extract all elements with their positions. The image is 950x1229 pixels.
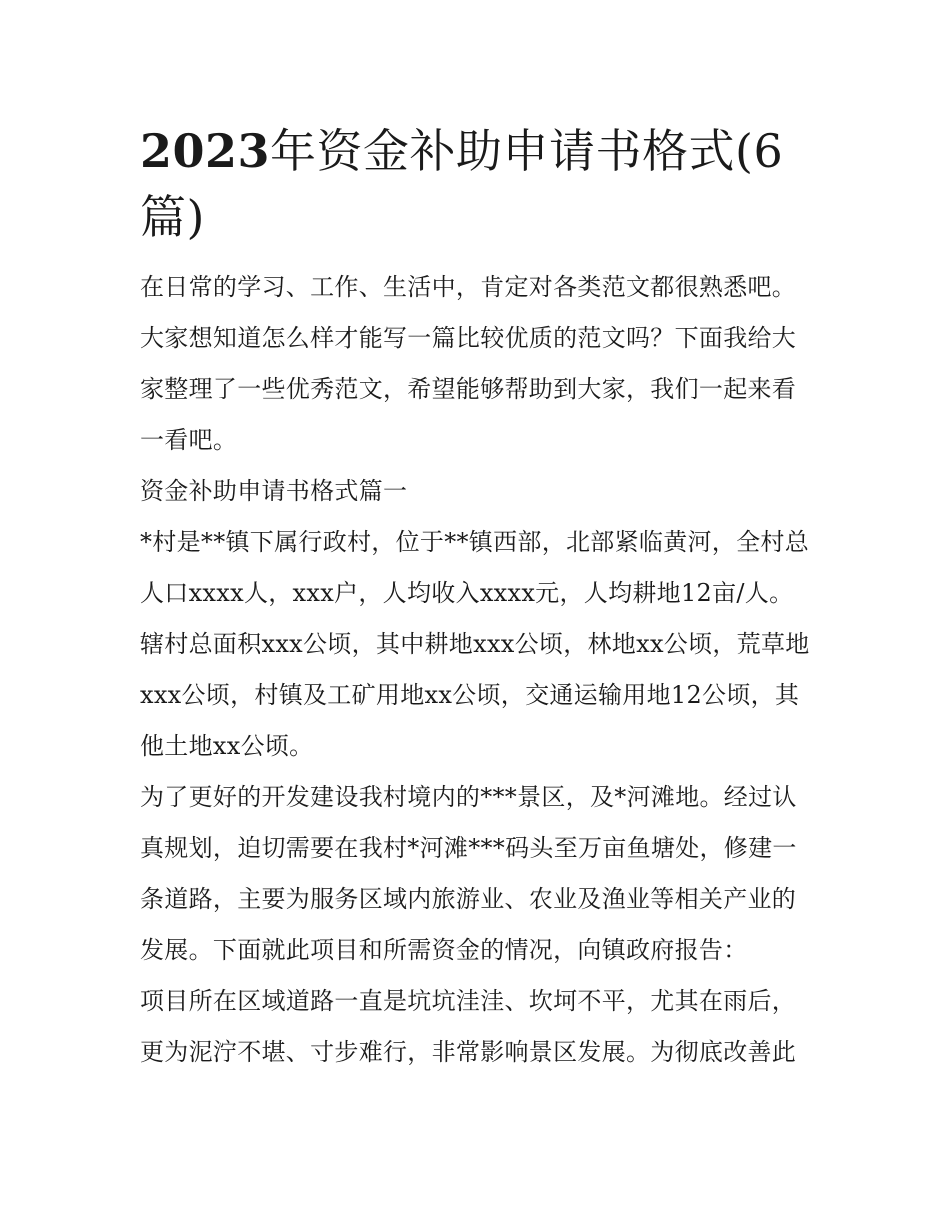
document-title	[140, 118, 816, 250]
document-page	[140, 118, 816, 1078]
title-text: 年资金补助申请书格式(6篇)	[140, 124, 784, 244]
body-paragraph: *村是**镇下属行政村，位于**镇西部，北部紧临黄河，全村总人口xxxx人，xxx户，人均收入xxxx元，人均耕地12亩/人。辖村总面积xxx公顷，其中耕地xxx公顷，林地xx公顷，荒草地xxx公顷，村镇及工矿用地xx公顷，交通运输用地12公顷，其他土地xx公顷。	[140, 528, 810, 760]
section-heading: 资金补助申请书格式篇一	[140, 477, 408, 505]
body-paragraph: 项目所在区域道路一直是坑坑洼洼、坎坷不平，尤其在雨后，更为泥泞不堪、寸步难行，非常影响景区发展。为彻底改善此	[140, 987, 797, 1066]
body-paragraph: 为了更好的开发建设我村境内的***景区，及*河滩地。经过认真规划，迫切需要在我村*河滩***码头至万亩鱼塘处，修建一条道路，主要为服务区域内旅游业、农业及渔业等相关产业的发展。下面就此项目和所需资金的情况，向镇政府报告：	[140, 783, 797, 964]
intro-paragraph: 在日常的学习、工作、生活中，肯定对各类范文都很熟悉吧。大家想知道怎么样才能写一篇比较优质的范文吗？下面我给大家整理了一些优秀范文，希望能够帮助到大家，我们一起来看一看吧。	[140, 273, 797, 454]
title-year: 2023	[140, 124, 271, 178]
